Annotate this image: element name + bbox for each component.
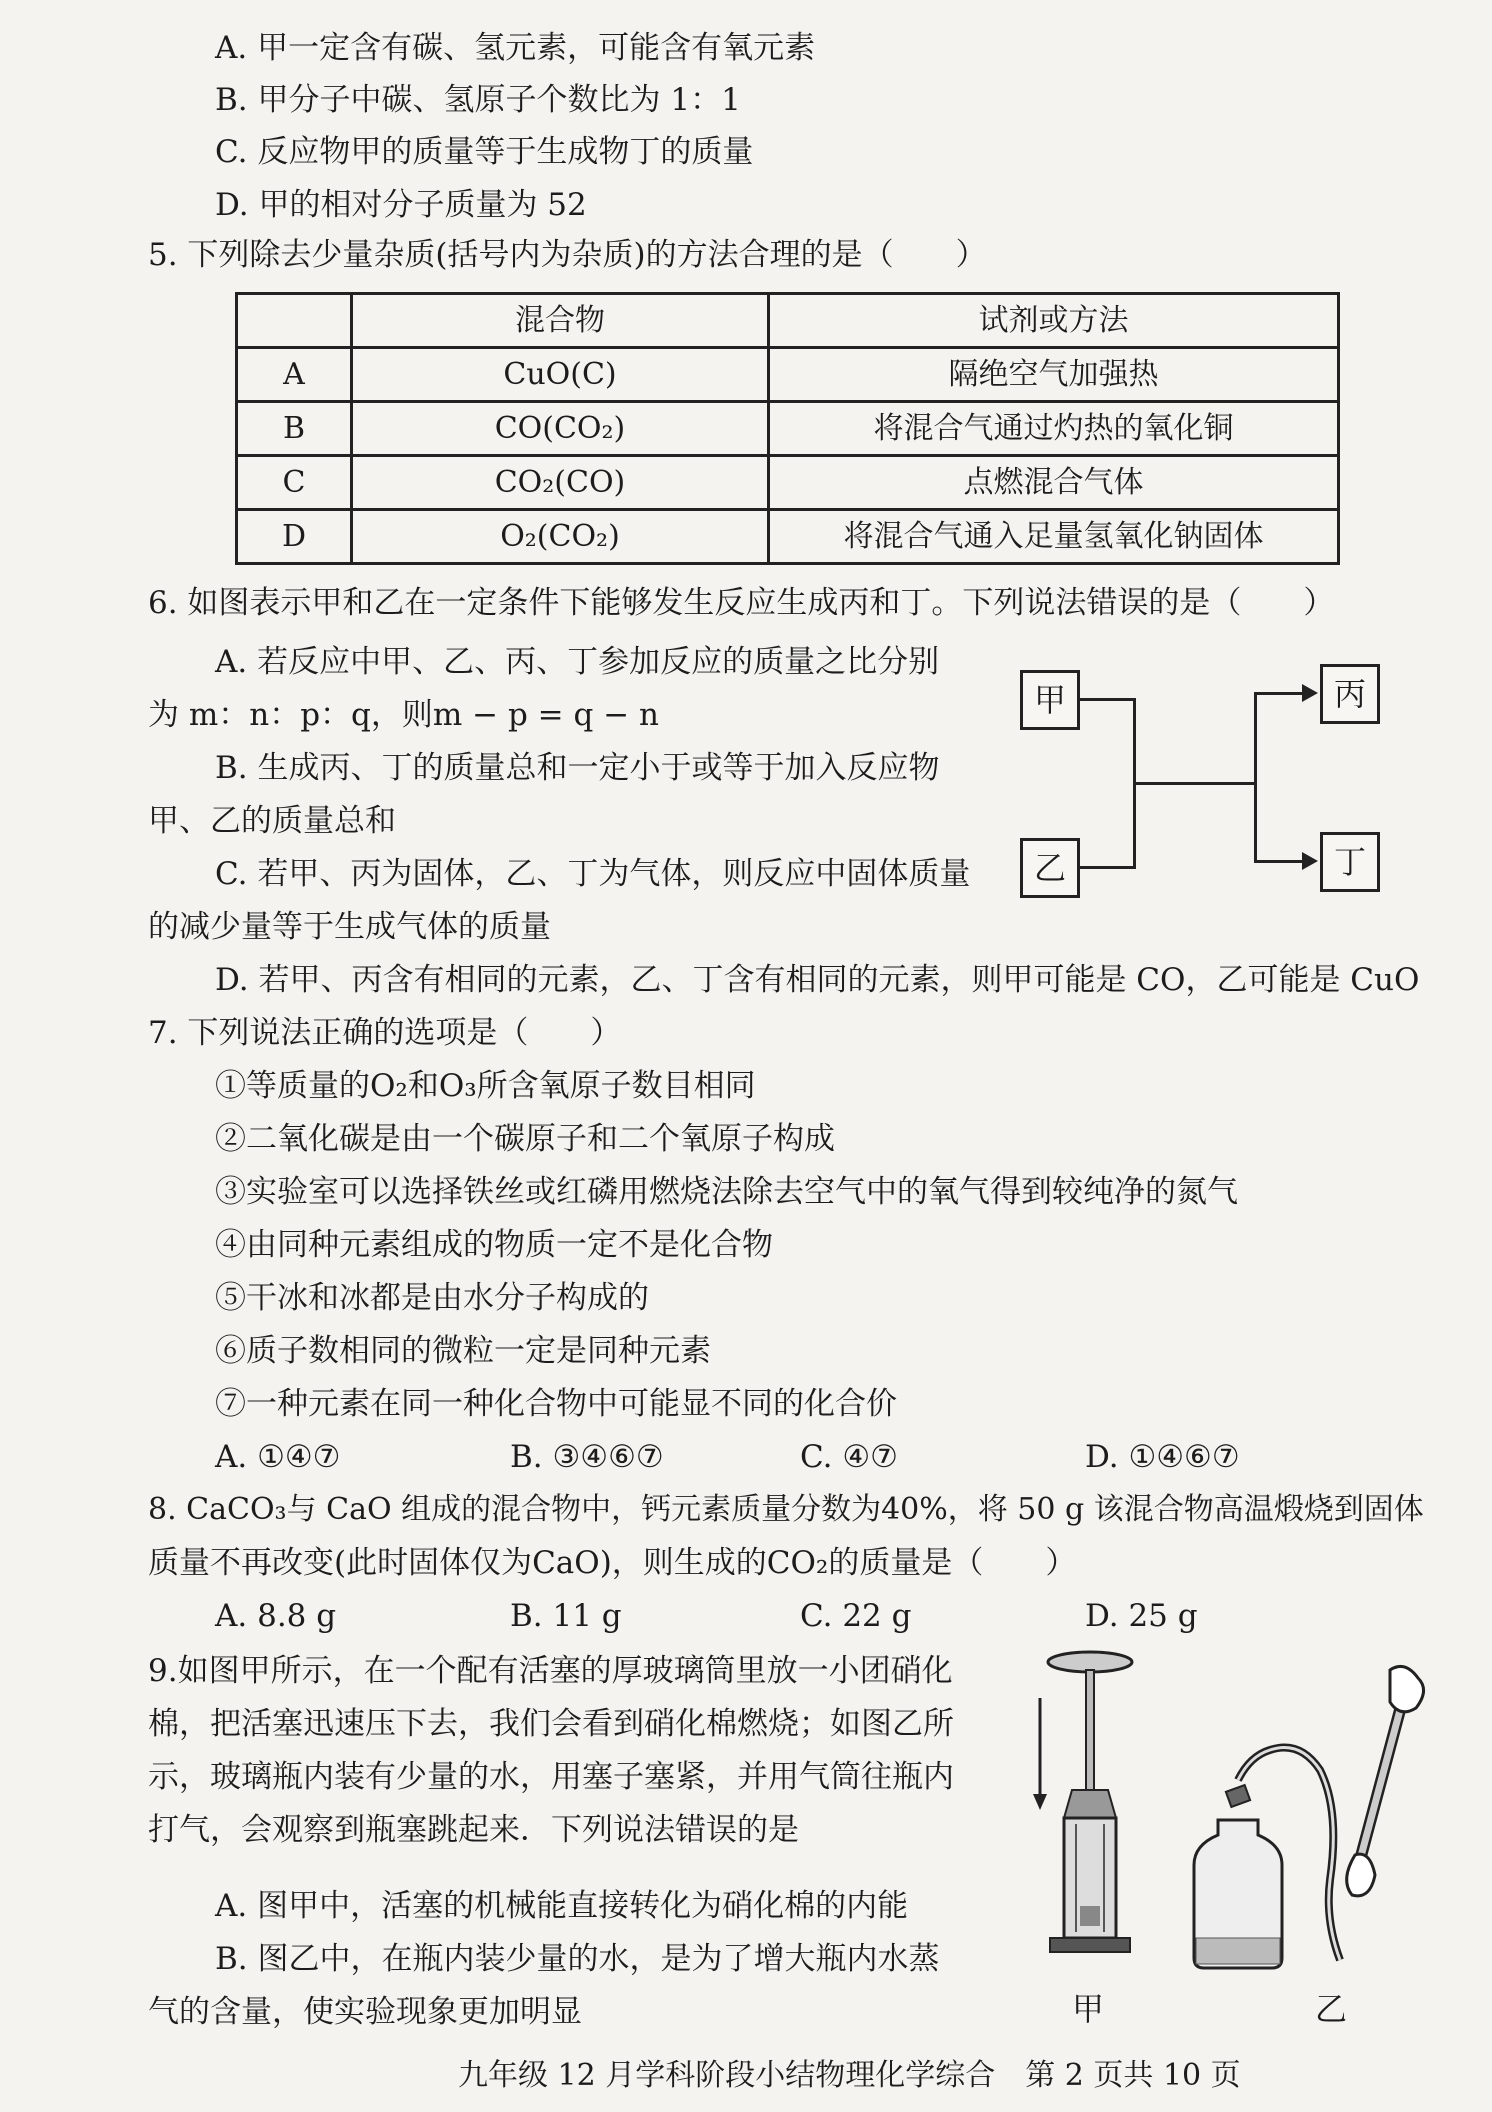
table-header-cell: 混合物 — [352, 294, 769, 348]
q4-option-b: B. 甲分子中碳、氢原子个数比为 1：1 — [215, 82, 741, 118]
q9-line2: 棉，把活塞迅速压下去，我们会看到硝化棉燃烧；如图乙所 — [148, 1706, 954, 1742]
q4-option-c: C. 反应物甲的质量等于生成物丁的质量 — [215, 134, 754, 170]
row-mixture: O₂(CO₂) — [352, 510, 769, 564]
row-method: 点燃混合气体 — [769, 456, 1339, 510]
table-row — [237, 402, 1339, 456]
page-footer: 九年级 12 月学科阶段小结物理化学综合 第 2 页共 10 页 — [458, 2058, 1241, 2093]
connector-line — [1133, 782, 1256, 785]
table-header-cell: 试剂或方法 — [769, 294, 1339, 348]
table-header-cell — [237, 294, 352, 348]
table-row — [237, 456, 1339, 510]
q7-option-d: D. ①④⑥⑦ — [1085, 1439, 1240, 1475]
q7-option-c: C. ④⑦ — [800, 1439, 898, 1475]
q9-line3: 示，玻璃瓶内装有少量的水，用塞子塞紧，并用气筒往瓶内 — [148, 1759, 954, 1795]
q7-option-b: B. ③④⑥⑦ — [510, 1439, 664, 1475]
row-label: C — [237, 456, 352, 510]
q7-item: ⑥质子数相同的微粒一定是同种元素 — [215, 1333, 711, 1369]
box-jia: 甲 — [1020, 670, 1080, 730]
row-mixture: CO(CO₂) — [352, 402, 769, 456]
q8-line2: 质量不再改变(此时固体仅为CaO)，则生成的CO₂的质量是（ ） — [148, 1545, 1077, 1581]
q7-item: ②二氧化碳是由一个碳原子和二个氧原子构成 — [215, 1121, 835, 1157]
row-mixture: CO₂(CO) — [352, 456, 769, 510]
row-method: 将混合气通入足量氢氧化钠固体 — [769, 510, 1339, 564]
q5-stem: 5. 下列除去少量杂质(括号内为杂质)的方法合理的是（ ） — [148, 237, 987, 273]
q7-stem: 7. 下列说法正确的选项是（ ） — [148, 1015, 622, 1051]
q6-option-a-line1: A. 若反应中甲、乙、丙、丁参加反应的质量之比分别 — [215, 644, 940, 680]
q8-line1: 8. CaCO₃与 CaO 组成的混合物中，钙元素质量分数为40%，将 50 g 该混合物高温煅烧到固体 — [148, 1492, 1424, 1527]
q9-line4: 打气，会观察到瓶塞跳起来．下列说法错误的是 — [148, 1812, 799, 1848]
row-method: 隔绝空气加强热 — [769, 348, 1339, 402]
row-label: B — [237, 402, 352, 456]
q7-item: ①等质量的O₂和O₃所含氧原子数目相同 — [215, 1068, 756, 1104]
q4-option-d: D. 甲的相对分子质量为 52 — [215, 187, 587, 223]
q4-option-a: A. 甲一定含有碳、氢元素，可能含有氧元素 — [215, 30, 816, 66]
piston-cylinder-figure — [1030, 1648, 1140, 1978]
box-bing: 丙 — [1320, 664, 1380, 724]
connector-line — [1080, 698, 1135, 701]
q6-stem: 6. 如图表示甲和乙在一定条件下能够发生反应生成丙和丁。下列说法错误的是（ ） — [148, 585, 1335, 621]
q7-item: ⑤干冰和冰都是由水分子构成的 — [215, 1280, 649, 1316]
connector-line — [1080, 866, 1135, 869]
box-yi: 乙 — [1020, 838, 1080, 898]
arrow-right-icon — [1302, 852, 1318, 870]
table-row — [237, 348, 1339, 402]
q8-option-a: A. 8.8 g — [215, 1598, 337, 1634]
table-header-row — [237, 294, 1339, 348]
row-label: D — [237, 510, 352, 564]
q8-option-b: B. 11 g — [510, 1598, 622, 1634]
figure-label-yi: 乙 — [1315, 1990, 1348, 2028]
q6-option-a-line2: 为 m：n：p：q，则m − p = q − n — [148, 697, 659, 733]
q6-option-d: D. 若甲、丙含有相同的元素，乙、丁含有相同的元素，则甲可能是 CO，乙可能是 CuO — [215, 962, 1420, 998]
q7-item: ③实验室可以选择铁丝或红磷用燃烧法除去空气中的氧气得到较纯净的氮气 — [215, 1174, 1238, 1210]
row-method: 将混合气通过灼热的氧化铜 — [769, 402, 1339, 456]
q6-option-c-line1: C. 若甲、丙为固体，乙、丁为气体，则反应中固体质量 — [215, 856, 971, 892]
connector-line — [1254, 692, 1304, 695]
table-row — [237, 510, 1339, 564]
box-ding: 丁 — [1320, 832, 1380, 892]
q7-item: ⑦一种元素在同一种化合物中可能显不同的化合价 — [215, 1386, 897, 1422]
q6-option-b-line1: B. 生成丙、丁的质量总和一定小于或等于加入反应物 — [215, 750, 940, 786]
row-label: A — [237, 348, 352, 402]
q9-option-a: A. 图甲中，活塞的机械能直接转化为硝化棉的内能 — [215, 1888, 909, 1924]
q9-option-b-line2: 气的含量，使实验现象更加明显 — [148, 1994, 582, 2030]
q5-table — [235, 292, 1340, 565]
row-mixture: CuO(C) — [352, 348, 769, 402]
q8-option-d: D. 25 g — [1085, 1598, 1198, 1634]
q9-option-b-line1: B. 图乙中，在瓶内装少量的水，是为了增大瓶内水蒸 — [215, 1941, 940, 1977]
figure-label-jia: 甲 — [1072, 1990, 1105, 2028]
q6-option-b-line2: 甲、乙的质量总和 — [148, 803, 396, 839]
q7-option-a: A. ①④⑦ — [215, 1439, 341, 1475]
q9-line1: 9.如图甲所示，在一个配有活塞的厚玻璃筒里放一小团硝化 — [148, 1653, 953, 1689]
q8-option-c: C. 22 g — [800, 1598, 912, 1634]
q7-item: ④由同种元素组成的物质一定不是化合物 — [215, 1227, 773, 1263]
bottle-pump-figure — [1190, 1660, 1450, 1980]
arrow-right-icon — [1302, 684, 1318, 702]
connector-line — [1254, 692, 1257, 863]
q6-option-c-line2: 的减少量等于生成气体的质量 — [148, 909, 551, 945]
connector-line — [1254, 860, 1304, 863]
